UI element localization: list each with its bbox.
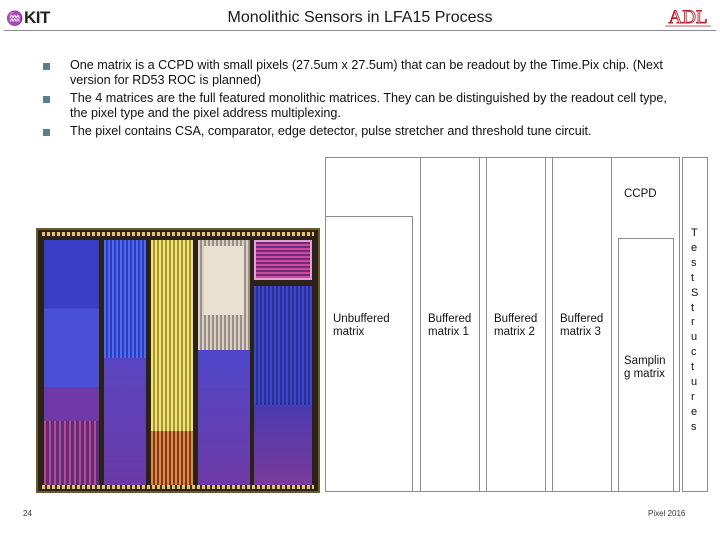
buffered-matrix-3-label: Buffered matrix 3 <box>560 313 604 338</box>
buffered-matrix-3-box <box>552 157 612 492</box>
adl-logo-text: ADL <box>668 7 708 28</box>
bullet-text: The 4 matrices are the full featured monolithic matrices. They can be distinguished by the readout cell type, the pixel type and the pixel address multiplexing. <box>70 91 667 120</box>
chip-region-4 <box>198 240 250 485</box>
chip-region-3 <box>151 240 193 485</box>
bullet-square-icon <box>43 96 50 103</box>
bullet-square-icon <box>43 63 50 70</box>
sampling-matrix-box <box>618 238 674 492</box>
chip-layout-image <box>36 228 320 493</box>
slide-header <box>0 0 720 34</box>
header-divider <box>4 30 716 31</box>
kit-logo-text: KIT <box>23 8 50 27</box>
kit-wave-icon: ♒ <box>6 10 23 26</box>
chip-region-1 <box>44 240 99 485</box>
buffered-matrix-1-label: Buffered matrix 1 <box>428 313 472 338</box>
chip-region-6 <box>254 286 312 485</box>
bullet-text: The pixel contains CSA, comparator, edge detector, pulse stretcher and threshold tune circuit. <box>70 124 592 138</box>
test-structures-label: T e s t S t r u c t u r e s <box>691 227 699 433</box>
bullet-square-icon <box>43 129 50 136</box>
test-structures-box <box>682 157 708 492</box>
bullet-list <box>42 58 682 142</box>
slide-title: Monolithic Sensors in LFA15 Process <box>227 9 493 26</box>
unbuffered-matrix-label: Unbuffered matrix <box>333 313 390 338</box>
ccpd-label: CCPD <box>624 188 657 200</box>
chip-pads-top <box>42 232 314 236</box>
bullet-item <box>42 58 682 88</box>
slide-number: 24 <box>23 509 32 518</box>
sampling-matrix-label: Samplin g matrix <box>624 355 666 380</box>
bullet-text: One matrix is a CCPD with small pixels (27.5um x 27.5um) that can be readout by the Time.Pix chip. (Next version for RD53 ROC is planned) <box>70 58 663 87</box>
buffered-matrix-2-box <box>486 157 546 492</box>
bullet-item <box>42 124 682 139</box>
chip-region-2 <box>104 240 146 485</box>
chip-pads-bottom <box>42 485 314 489</box>
footer-event: Pixel 2016 <box>648 509 686 518</box>
buffered-matrix-1-box <box>420 157 480 492</box>
adl-logo <box>662 6 714 28</box>
unbuffered-matrix-box <box>325 216 413 492</box>
chip-region-5 <box>254 240 312 280</box>
bullet-item <box>42 91 682 121</box>
buffered-matrix-2-label: Buffered matrix 2 <box>494 313 538 338</box>
